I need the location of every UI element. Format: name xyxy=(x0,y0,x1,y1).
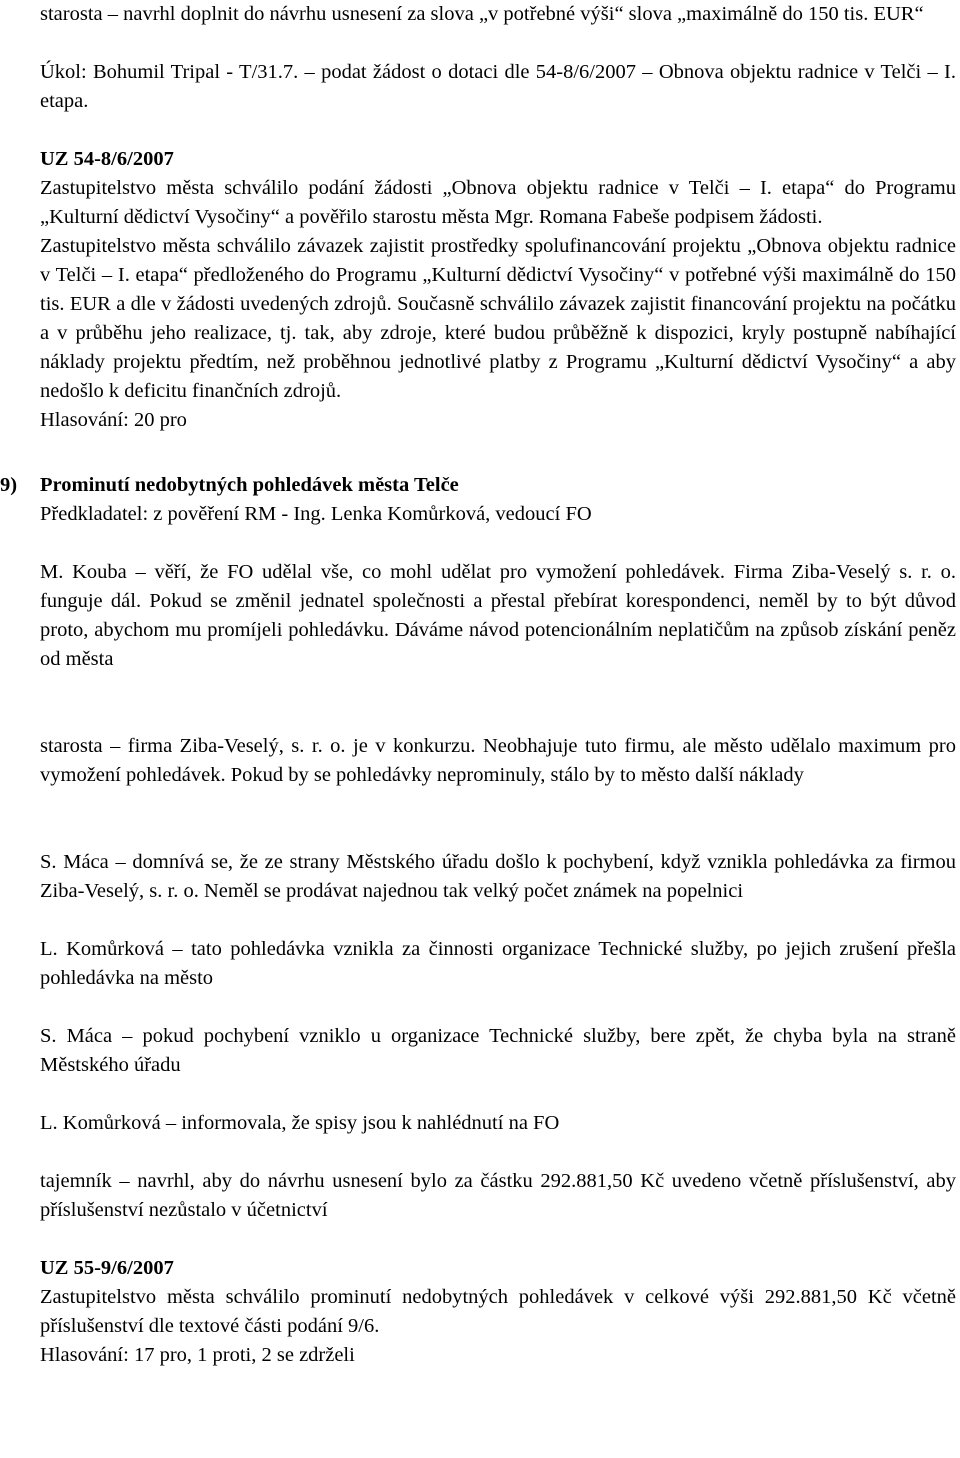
spacer xyxy=(40,435,956,471)
spacer xyxy=(40,29,956,58)
resolution-uz55-text: Zastupitelstvo města schválilo prominutí nedobytných pohledávek v celkové výši 292.881,50 Kč včetně příslušenství dle textové části podání 9/6. xyxy=(40,1286,956,1337)
discussion-komurkova-2: L. Komůrková – informovala, že spisy jsou k nahlédnutí na FO xyxy=(40,1112,560,1134)
spacer xyxy=(40,1080,956,1109)
spacer xyxy=(40,529,956,558)
discussion-maca-2: S. Máca – pokud pochybení vzniklo u organizace Technické služby, bere zpět, že chyba byla na straně Městského úřadu xyxy=(40,1025,956,1076)
section-number: 9) xyxy=(0,474,18,496)
resolution-title-uz55: UZ 55-9/6/2007 xyxy=(40,1257,174,1279)
vote-result-uz54: Hlasování: 20 pro xyxy=(40,409,187,431)
vote-result-uz55: Hlasování: 17 pro, 1 proti, 2 se zdrželi xyxy=(40,1344,355,1366)
resolution-uz54-text-1: Zastupitelstvo města schválilo podání žádosti „Obnova objektu radnice v Telči – I. etapa“ do Programu „Kulturní dědictví Vysočiny“ a pověřilo starostu města Mgr. Romana Fabeše podpisem žádosti. xyxy=(40,177,956,228)
spacer xyxy=(40,790,956,848)
spacer xyxy=(40,993,956,1022)
spacer xyxy=(40,674,956,732)
spacer xyxy=(40,1138,956,1167)
discussion-tajemnik: tajemník – navrhl, aby do návrhu usnesení bylo za částku 292.881,50 Kč uvedeno včetně příslušenství, aby příslušenství nezůstalo v účetnictví xyxy=(40,1170,956,1221)
discussion-maca-1: S. Máca – domnívá se, že ze strany Městského úřadu došlo k pochybení, když vznikla pohledávka za firmou Ziba-Veselý, s. r. o. Neměl se prodávat najednou tak velký počet známek na popelnici xyxy=(40,851,956,902)
spacer xyxy=(40,116,956,145)
spacer xyxy=(40,1225,956,1254)
section-title: Prominutí nedobytných pohledávek města Telče xyxy=(40,474,459,496)
spacer xyxy=(40,906,956,935)
resolution-uz54-text-2: Zastupitelstvo města schválilo závazek zajistit prostředky spolufinancování projektu „Obnova objektu radnice v Telči – I. etapa“ předloženého do Programu „Kulturní dědictví Vysočiny“ v potřebné výši maximálně do 150 tis. EUR a dle v žádosti uvedených zdrojů. Současně schválilo závazek zajistit financování projektu na počátku a v průběhu jeho realizace, tj. tak, aby zdroje, které budou průběžně k dispozici, kryly postupně nabíhající náklady projektu předtím, než proběhnou jednotlivé platby z Programu „Kulturní dědictví Vysočiny“ a aby nedošlo k deficitu finančních zdrojů. xyxy=(40,235,956,402)
resolution-title-uz54: UZ 54-8/6/2007 xyxy=(40,148,174,170)
paragraph-task: Úkol: Bohumil Tripal - T/31.7. – podat žádost o dotaci dle 54-8/6/2007 – Obnova objektu radnice v Telči – I. etapa. xyxy=(40,61,956,112)
paragraph-starosta-proposal: starosta – navrhl doplnit do návrhu usnesení za slova „v potřebné výši“ slova „maximálně do 150 tis. EUR“ xyxy=(40,3,924,25)
discussion-kouba: M. Kouba – věří, že FO udělal vše, co mohl udělat pro vymožení pohledávek. Firma Ziba-Veselý s. r. o. funguje dál. Pokud se změnil jednatel společnosti a přestal přebírat korespondenci, neměl by to být důvod proto, abychom mu promíjeli pohledávku. Dáváme návod potencionálním neplatičům na způsob získání peněz od města xyxy=(40,561,956,670)
discussion-starosta: starosta – firma Ziba-Veselý, s. r. o. je v konkurzu. Neobhajuje tuto firmu, ale město udělalo maximum pro vymožení pohledávek. Pokud by se pohledávky neprominuly, stálo by to město další náklady xyxy=(40,735,956,786)
section-presenter: Předkladatel: z pověření RM - Ing. Lenka Komůrková, vedoucí FO xyxy=(40,503,592,525)
discussion-komurkova-1: L. Komůrková – tato pohledávka vznikla za činnosti organizace Technické služby, po jejich zrušení přešla pohledávka na město xyxy=(40,938,956,989)
section-heading xyxy=(0,471,956,500)
